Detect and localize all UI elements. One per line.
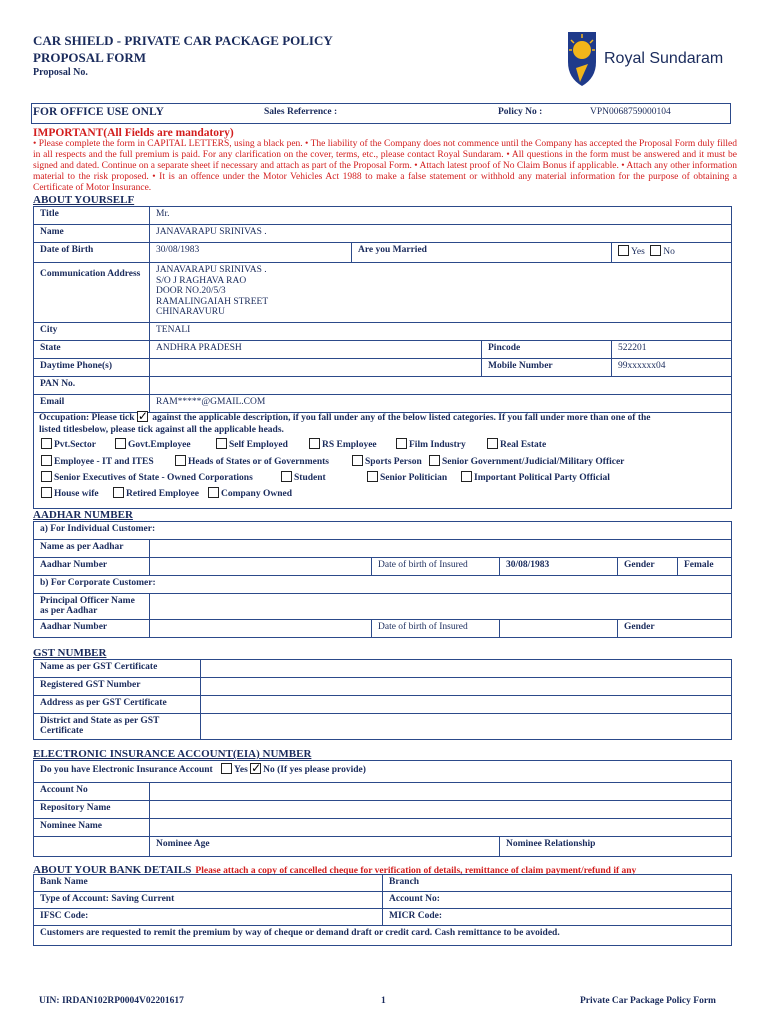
occ-sports-person[interactable] <box>352 455 422 467</box>
principal-officer-value[interactable] <box>150 594 732 620</box>
occ-retired-employee[interactable] <box>113 487 199 499</box>
dob-label: Date of Birth <box>34 243 150 263</box>
mobile-label: Mobile Number <box>482 359 612 377</box>
gst-district-value[interactable] <box>201 714 732 740</box>
eia-repository-value[interactable] <box>150 801 732 819</box>
bank-note: Please attach a copy of cancelled cheque for verification of details, remittance of claim payment/refund if any <box>195 866 637 876</box>
mobile-value[interactable]: 99xxxxxx04 <box>612 359 732 377</box>
occ-checkbox[interactable] <box>281 471 292 482</box>
aadhar-dob-label-2: Date of birth of Insured <box>372 620 500 638</box>
occ-checkbox[interactable] <box>461 471 472 482</box>
gst-name-label: Name as per GST Certificate <box>34 660 201 678</box>
name-value[interactable]: JANAVARAPU SRINIVAS . <box>150 225 732 243</box>
occ-checkbox[interactable] <box>396 438 407 449</box>
occ-govt-employee[interactable] <box>115 438 191 450</box>
aadhar-table <box>33 521 732 638</box>
married-no-checkbox[interactable] <box>650 245 661 256</box>
account-type-label[interactable]: Type of Account: Saving Current <box>34 892 383 909</box>
gst-table <box>33 659 732 740</box>
eia-yes-checkbox[interactable] <box>221 763 232 774</box>
aadhar-heading: AADHAR NUMBER <box>33 509 133 521</box>
important-instructions: • Please complete the form in CAPITAL LETTERS, using a black pen. • The liability of the Company does not commence until the Company has accepted the Proposal Form duly filled in all respects and the full premium is paid. For any clarification on the cover, terms, etc., please contact Royal Sundaram. • All questions in the form must be answered and it must be signed and dated. Continue on a separate sheet if necessary and attach as part of the Proposal Form. • Attach latest proof of No Claim Bonus if applicable. • Attach any other information material to the risk proposed. • It is an offence under the Motor Vehicles Act 1988 to make a false statement or withhold any material information for the purpose of obtaining a Certificate of Motor Insurance. <box>33 139 737 193</box>
pan-label: PAN No. <box>34 377 150 395</box>
address-line: CHINARAVURU <box>156 307 225 317</box>
proposal-no-label: Proposal No. <box>33 67 88 78</box>
aadhar-gender-value[interactable]: Female <box>678 558 732 576</box>
gst-number-value[interactable] <box>201 678 732 696</box>
occ-senior-executives[interactable] <box>41 471 253 483</box>
occ-checkbox[interactable] <box>208 487 219 498</box>
aadhar-dob-value-2[interactable] <box>500 620 618 638</box>
eia-account-value[interactable] <box>150 783 732 801</box>
married-yes-checkbox[interactable] <box>618 245 629 256</box>
aadhar-gender-label: Gender <box>618 558 678 576</box>
occ-checkbox[interactable] <box>41 487 52 498</box>
occ-label: Important Political Party Official <box>474 473 610 483</box>
aadhar-dob-value[interactable]: 30/08/1983 <box>500 558 618 576</box>
aadhar-dob-label: Date of birth of Insured <box>372 558 500 576</box>
address-label: Communication Address <box>34 263 150 323</box>
occ-house-wife[interactable] <box>41 487 99 499</box>
form-title: CAR SHIELD - PRIVATE CAR PACKAGE POLICY <box>33 33 333 48</box>
occupation-intro-a: Occupation: Please tick <box>39 413 135 423</box>
occ-label: Retired Employee <box>126 489 199 499</box>
eia-blank-cell <box>34 837 150 857</box>
occ-checkbox[interactable] <box>41 438 52 449</box>
aadhar-number-label: Aadhar Number <box>34 558 150 576</box>
bank-table <box>33 874 732 946</box>
aadhar-number-label-2: Aadhar Number <box>34 620 150 638</box>
married-no-label: No <box>663 247 675 257</box>
individual-customer-label: a) For Individual Customer: <box>34 522 732 540</box>
logo-text: Royal Sundaram <box>604 50 724 67</box>
occ-checkbox[interactable] <box>352 455 363 466</box>
gst-number-label: Registered GST Number <box>34 678 201 696</box>
eia-nominee-label: Nominee Name <box>34 819 150 837</box>
phone-value[interactable] <box>150 359 482 377</box>
occ-senior-govt-officer[interactable] <box>429 455 624 467</box>
occupation-tick-example <box>137 411 148 422</box>
title-value[interactable]: Mr. <box>150 207 732 225</box>
gst-district-label: District and State as per GST Certificate <box>34 714 201 740</box>
eia-yes-label: Yes <box>234 765 248 775</box>
occ-checkbox[interactable] <box>309 438 320 449</box>
micr-label[interactable]: MICR Code: <box>383 909 732 926</box>
footer-form-name: Private Car Package Policy Form <box>580 996 716 1006</box>
footer-page-number: 1 <box>381 996 386 1006</box>
bank-heading: ABOUT YOUR BANK DETAILS <box>33 864 192 876</box>
occ-self-employed[interactable] <box>216 438 288 450</box>
married-yes-label: Yes <box>631 247 645 257</box>
occ-label: Film Industry <box>409 440 466 450</box>
occ-checkbox[interactable] <box>175 455 186 466</box>
state-label: State <box>34 341 150 359</box>
occ-student[interactable] <box>281 471 326 483</box>
form-subtitle: PROPOSAL FORM <box>33 50 147 65</box>
office-use-box <box>31 103 731 124</box>
eia-question: Do you have Electronic Insurance Account <box>40 765 213 775</box>
occ-checkbox[interactable] <box>113 487 124 498</box>
occupation-intro <box>39 411 651 423</box>
occ-film-industry[interactable] <box>396 438 466 450</box>
address-line: JANAVARAPU SRINIVAS . <box>156 265 267 275</box>
eia-nominee-age-label: Nominee Age <box>150 837 500 857</box>
occ-label: Senior Executives of State - Owned Corporations <box>54 473 253 483</box>
remit-note: Customers are requested to remit the premium by way of cheque or demand draft or credit card. Cash remittance to be avoided. <box>34 926 732 946</box>
gst-address-label: Address as per GST Certificate <box>34 696 201 714</box>
eia-table <box>33 760 732 857</box>
occ-senior-politician[interactable] <box>367 471 447 483</box>
occ-company-owned[interactable] <box>208 487 292 499</box>
occ-heads-of-states[interactable] <box>175 455 329 467</box>
address-line: RAMALINGAIAH STREET <box>156 296 269 307</box>
policy-no-value: VPN0068759000104 <box>590 107 671 117</box>
eia-repository-label: Repository Name <box>34 801 150 819</box>
phone-label: Daytime Phone(s) <box>34 359 150 377</box>
ifsc-label[interactable]: IFSC Code: <box>34 909 383 926</box>
occ-label: Company Owned <box>221 489 292 499</box>
pan-value[interactable] <box>150 377 732 395</box>
eia-no-checkbox[interactable] <box>250 763 261 774</box>
occ-label: House wife <box>54 489 99 499</box>
eia-heading: ELECTRONIC INSURANCE ACCOUNT(EIA) NUMBER <box>33 748 312 760</box>
occ-checkbox[interactable] <box>487 438 498 449</box>
occ-label: Real Estate <box>500 440 547 450</box>
footer-uin: UIN: IRDAN102RP0004V02201617 <box>39 996 184 1006</box>
city-label: City <box>34 323 150 341</box>
about-yourself-heading: ABOUT YOURSELF <box>33 194 135 206</box>
aadhar-number-value[interactable] <box>150 558 372 576</box>
sales-ref-label: Sales Referrence : <box>264 107 338 117</box>
city-value[interactable]: TENALI <box>150 323 732 341</box>
eia-nominee-value[interactable] <box>150 819 732 837</box>
occ-label: Employee - IT and ITES <box>54 457 154 467</box>
occ-label: Govt.Employee <box>128 440 191 450</box>
occ-checkbox[interactable] <box>429 455 440 466</box>
occ-rs-employee[interactable] <box>309 438 377 450</box>
occ-political-party-official[interactable] <box>461 471 610 483</box>
bank-name-label[interactable]: Bank Name <box>34 875 383 892</box>
branch-label[interactable]: Branch <box>383 875 732 892</box>
occupation-intro-c: listed titlesbelow, please tick against all the applicable heads. <box>39 425 284 435</box>
occ-checkbox[interactable] <box>41 471 52 482</box>
corporate-customer-label: b) For Corporate Customer: <box>34 576 732 594</box>
email-label: Email <box>34 395 150 413</box>
eia-account-label: Account No <box>34 783 150 801</box>
occ-checkbox[interactable] <box>41 455 52 466</box>
office-use-label: FOR OFFICE USE ONLY <box>33 106 164 118</box>
aadhar-name-value[interactable] <box>150 540 732 558</box>
occ-label: Student <box>294 473 326 483</box>
title-label: Title <box>34 207 150 225</box>
gst-name-value[interactable] <box>201 660 732 678</box>
occ-label: Pvt.Sector <box>54 440 96 450</box>
name-label: Name <box>34 225 150 243</box>
occ-label: Senior Government/Judicial/Military Officer <box>442 457 625 467</box>
state-value[interactable]: ANDHRA PRADESH <box>150 341 482 359</box>
principal-officer-label: Principal Officer Name as per Aadhar <box>34 594 150 620</box>
occ-label: Sports Person <box>365 457 422 467</box>
aadhar-name-label: Name as per Aadhar <box>34 540 150 558</box>
occ-checkbox[interactable] <box>367 471 378 482</box>
occ-pvt-sector[interactable] <box>41 438 96 450</box>
eia-nominee-rel-label: Nominee Relationship <box>500 837 732 857</box>
married-label: Are you Married <box>352 243 612 263</box>
aadhar-number-value-2[interactable] <box>150 620 372 638</box>
pincode-label: Pincode <box>482 341 612 359</box>
important-heading: IMPORTANT(All Fields are mandatory) <box>33 127 234 139</box>
policy-no-label: Policy No : <box>498 107 543 117</box>
occ-label: Senior Politician <box>380 473 448 483</box>
email-value[interactable]: RAM*****@GMAIL.COM <box>150 395 732 413</box>
gst-heading: GST NUMBER <box>33 647 107 659</box>
occ-real-estate[interactable] <box>487 438 546 450</box>
gst-address-value[interactable] <box>201 696 732 714</box>
occ-checkbox[interactable] <box>115 438 126 449</box>
occ-it-employee[interactable] <box>41 455 154 467</box>
occ-checkbox[interactable] <box>216 438 227 449</box>
account-no-label[interactable]: Account No: <box>383 892 732 909</box>
occ-label: Self Employed <box>229 440 288 450</box>
married-options <box>612 243 732 263</box>
occupation-intro-b: against the applicable description, if you fall under any of the below listed categories. If you fall under more than one of the <box>152 413 651 423</box>
occ-label: Heads of States or of Governments <box>188 457 329 467</box>
eia-question-row <box>34 761 732 783</box>
occ-label: RS Employee <box>322 440 377 450</box>
dob-value[interactable]: 30/08/1983 <box>150 243 352 263</box>
address-value[interactable] <box>150 263 732 323</box>
aadhar-gender-label-2: Gender <box>618 620 732 638</box>
eia-no-label: No (If yes please provide) <box>263 765 366 775</box>
address-line: DOOR NO.20/5/3 <box>156 286 226 296</box>
address-line: S/O J RAGHAVA RAO <box>156 275 247 286</box>
pincode-value[interactable]: 522201 <box>612 341 732 359</box>
